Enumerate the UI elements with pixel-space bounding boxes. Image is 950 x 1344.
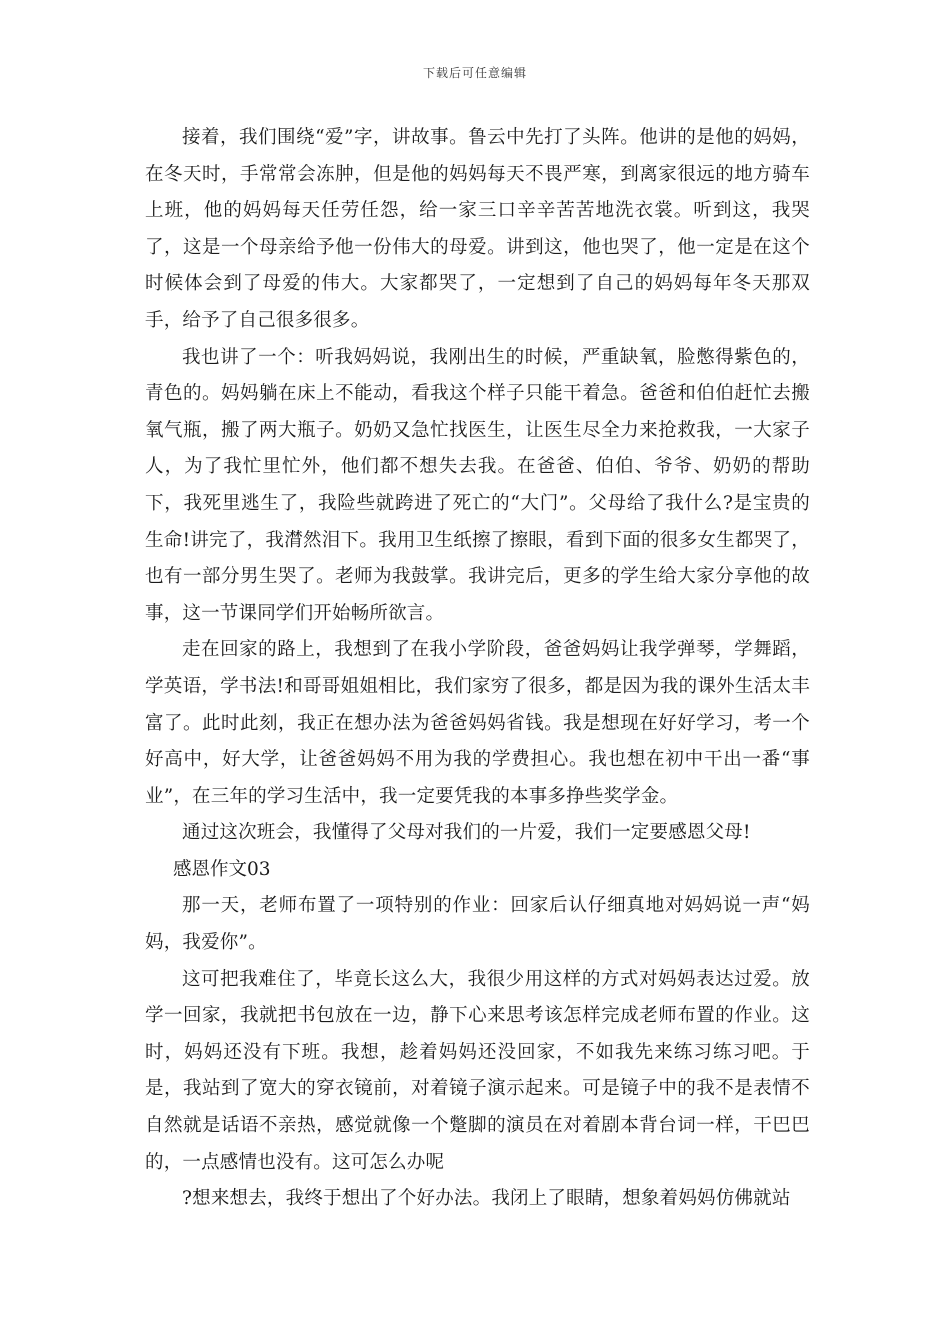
paragraph-6: 这可把我难住了，毕竟长这么大，我很少用这样的方式对妈妈表达过爱。放学一回家，我就把书包放在一边，静下心来思考该怎样完成老师布置的作业。这时，妈妈还没有下班。我想，趁着妈妈还没回家，不如我先来练习练习吧。于是，我站到了宽大的穿衣镜前，对着镜子演示起来。可是镜子中的我不是表情不自然就是话语不亲热，感觉就像一个蹩脚的演员在对着剧本背台词一样，干巴巴的，一点感情也没有。这可怎么办呢: [145, 968, 810, 1173]
document-body: [145, 120, 810, 1218]
paragraph-2: 我也讲了一个：听我妈妈说，我刚出生的时候，严重缺氧，脸憋得紫色的，青色的。妈妈躺在床上不能动，看我这个样子只能干着急。爸爸和伯伯赶忙去搬氧气瓶，搬了两大瓶子。奶奶又急忙找医生，让医生尽全力来抢救我，一大家子人，为了我忙里忙外，他们都不想失去我。在爸爸、伯伯、爷爷、奶奶的帮助下，我死里逃生了，我险些就跨进了死亡的“大门”。父母给了我什么?是宝贵的生命!讲完了，我潸然泪下。我用卫生纸擦了擦眼，看到下面的很多女生都哭了，也有一部分男生哭了。老师为我鼓掌。我讲完后，更多的学生给大家分享他的故事，这一节课同学们开始畅所欲言。: [145, 346, 810, 624]
paragraph-1: 接着，我们围绕“爱”字，讲故事。鲁云中先打了头阵。他讲的是他的妈妈，在冬天时，手常常会冻肿，但是他的妈妈每天不畏严寒，到离家很远的地方骑车上班，他的妈妈每天任劳任怨，给一家三口辛辛苦苦地洗衣裳。听到这，我哭了，这是一个母亲给予他一份伟大的母爱。讲到这，他也哭了，他一定是在这个时候体会到了母爱的伟大。大家都哭了，一定想到了自己的妈妈每年冬天那双手，给予了自己很多很多。: [145, 127, 810, 331]
paragraph-3: 走在回家的路上，我想到了在我小学阶段，爸爸妈妈让我学弹琴，学舞蹈，学英语，学书法!和哥哥姐姐相比，我们家穷了很多，都是因为我的课外生活太丰富了。此时此刻，我正在想办法为爸爸妈妈省钱。我是想现在好好学习，考一个好高中，好大学，让爸爸妈妈不用为我的学费担心。我也想在初中干出一番“事业”，在三年的学习生活中，我一定要凭我的本事多挣些奖学金。: [145, 639, 810, 807]
paragraph-4: 通过这次班会，我懂得了父母对我们的一片爱，我们一定要感恩父母!: [182, 822, 751, 844]
page-header: 下载后可任意编辑: [422, 66, 527, 80]
paragraph-5: 那一天，老师布置了一项特别的作业：回家后认仔细真地对妈妈说一声“妈妈，我爱你”。: [145, 895, 810, 954]
paragraph-7: ?想来想去，我终于想出了个好办法。我闭上了眼睛，想象着妈妈仿佛就站: [182, 1188, 791, 1210]
section-title: 感恩作文03: [173, 858, 271, 880]
